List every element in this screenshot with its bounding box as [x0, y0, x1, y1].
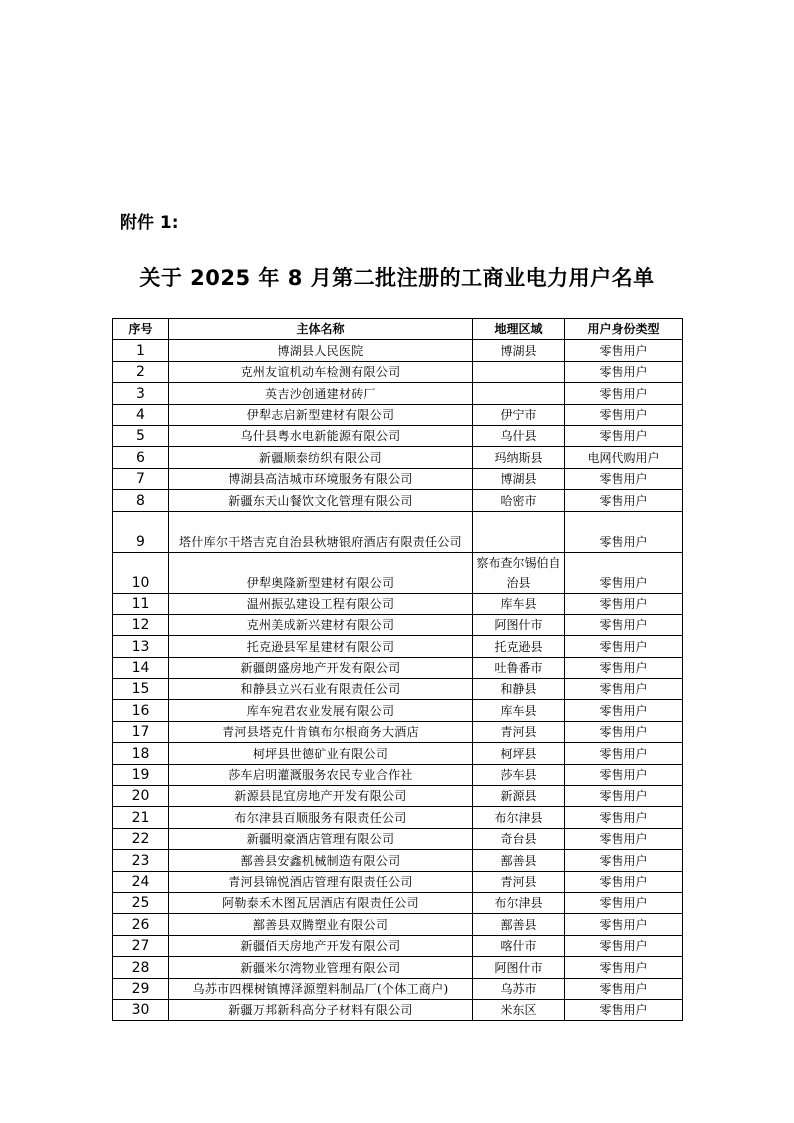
cell-region: 哈密市 [473, 490, 565, 511]
cell-region: 玛纳斯县 [473, 447, 565, 468]
cell-name: 托克逊县军星建材有限公司 [169, 636, 473, 657]
cell-name: 克州友谊机动车检测有限公司 [169, 361, 473, 382]
cell-seq: 22 [113, 828, 169, 849]
cell-type: 零售用户 [565, 361, 683, 382]
cell-name: 新疆东天山餐饮文化管理有限公司 [169, 490, 473, 511]
table-row [113, 764, 683, 785]
cell-name: 新疆米尔湾物业管理有限公司 [169, 957, 473, 978]
table-row [113, 404, 683, 425]
cell-region [473, 511, 565, 552]
table-row [113, 468, 683, 489]
cell-seq: 21 [113, 807, 169, 828]
table-row [113, 786, 683, 807]
table-row [113, 914, 683, 935]
cell-region: 库车县 [473, 593, 565, 614]
table-body [113, 340, 683, 1021]
cell-type: 零售用户 [565, 511, 683, 552]
cell-seq: 20 [113, 786, 169, 807]
cell-type: 零售用户 [565, 935, 683, 956]
cell-name: 新疆朗盛房地产开发有限公司 [169, 657, 473, 678]
table-row [113, 552, 683, 593]
table-row [113, 657, 683, 678]
cell-region: 米东区 [473, 999, 565, 1020]
cell-seq: 18 [113, 743, 169, 764]
cell-name: 新源县昆宜房地产开发有限公司 [169, 786, 473, 807]
cell-region: 察布查尔锡伯自治县 [473, 552, 565, 593]
cell-name: 新疆万邦新科高分子材料有限公司 [169, 999, 473, 1020]
cell-name: 伊犁志启新型建材有限公司 [169, 404, 473, 425]
table-row [113, 999, 683, 1020]
cell-name: 莎车启明灌溉服务农民专业合作社 [169, 764, 473, 785]
cell-type: 零售用户 [565, 786, 683, 807]
cell-name: 鄯善县双腾塑业有限公司 [169, 914, 473, 935]
table-row [113, 807, 683, 828]
cell-region: 布尔津县 [473, 807, 565, 828]
cell-type: 零售用户 [565, 404, 683, 425]
cell-region: 博湖县 [473, 340, 565, 361]
cell-seq: 19 [113, 764, 169, 785]
cell-type: 零售用户 [565, 828, 683, 849]
cell-type: 零售用户 [565, 807, 683, 828]
table-row [113, 721, 683, 742]
table-row [113, 447, 683, 468]
cell-seq: 5 [113, 425, 169, 446]
cell-seq: 27 [113, 935, 169, 956]
cell-name: 克州美成新兴建材有限公司 [169, 614, 473, 635]
cell-type: 零售用户 [565, 614, 683, 635]
cell-type: 零售用户 [565, 636, 683, 657]
table-row [113, 892, 683, 913]
table-row [113, 871, 683, 892]
cell-seq: 7 [113, 468, 169, 489]
cell-seq: 30 [113, 999, 169, 1020]
cell-name: 新疆顺泰纺织有限公司 [169, 447, 473, 468]
cell-region: 吐鲁番市 [473, 657, 565, 678]
cell-seq: 15 [113, 679, 169, 700]
cell-seq: 25 [113, 892, 169, 913]
cell-name: 鄯善县安鑫机械制造有限公司 [169, 850, 473, 871]
table-row [113, 340, 683, 361]
cell-type: 零售用户 [565, 657, 683, 678]
cell-region: 鄯善县 [473, 914, 565, 935]
cell-type: 零售用户 [565, 999, 683, 1020]
table-row [113, 490, 683, 511]
cell-seq: 17 [113, 721, 169, 742]
cell-region: 奇台县 [473, 828, 565, 849]
cell-type: 零售用户 [565, 700, 683, 721]
cell-type: 零售用户 [565, 593, 683, 614]
cell-seq: 1 [113, 340, 169, 361]
page-title: 关于 2025 年 8 月第二批注册的工商业电力用户名单 [139, 266, 655, 290]
header-type: 用户身份类型 [565, 319, 683, 340]
cell-seq: 23 [113, 850, 169, 871]
table-row [113, 850, 683, 871]
cell-seq: 16 [113, 700, 169, 721]
cell-region: 博湖县 [473, 468, 565, 489]
cell-type: 零售用户 [565, 679, 683, 700]
cell-type: 零售用户 [565, 978, 683, 999]
cell-region: 乌什县 [473, 425, 565, 446]
cell-name: 阿勒泰禾木图瓦居酒店有限责任公司 [169, 892, 473, 913]
cell-seq: 9 [113, 511, 169, 552]
cell-region: 莎车县 [473, 764, 565, 785]
cell-type: 零售用户 [565, 892, 683, 913]
cell-type: 零售用户 [565, 425, 683, 446]
cell-type: 零售用户 [565, 383, 683, 404]
header-seq: 序号 [113, 319, 169, 340]
cell-name: 新疆佰天房地产开发有限公司 [169, 935, 473, 956]
table-row [113, 361, 683, 382]
cell-name: 博湖县高洁城市环境服务有限公司 [169, 468, 473, 489]
table-row [113, 383, 683, 404]
cell-region: 青河县 [473, 871, 565, 892]
cell-region: 库车县 [473, 700, 565, 721]
cell-type: 零售用户 [565, 721, 683, 742]
table-header-row [113, 319, 683, 340]
cell-region: 阿图什市 [473, 614, 565, 635]
cell-region: 柯坪县 [473, 743, 565, 764]
cell-region [473, 361, 565, 382]
table-row [113, 679, 683, 700]
cell-type: 零售用户 [565, 764, 683, 785]
cell-seq: 28 [113, 957, 169, 978]
table-row [113, 935, 683, 956]
cell-region: 乌苏市 [473, 978, 565, 999]
table-row [113, 743, 683, 764]
attachment-label: 附件 1: [120, 213, 179, 233]
cell-seq: 24 [113, 871, 169, 892]
cell-type: 零售用户 [565, 914, 683, 935]
cell-name: 温州振弘建设工程有限公司 [169, 593, 473, 614]
cell-name: 青河县塔克什肯镇布尔根商务大酒店 [169, 721, 473, 742]
cell-name: 塔什库尔干塔吉克自治县秋塘银府酒店有限责任公司 [169, 511, 473, 552]
cell-region: 喀什市 [473, 935, 565, 956]
cell-region: 托克逊县 [473, 636, 565, 657]
cell-seq: 2 [113, 361, 169, 382]
cell-name: 乌什县粤水电新能源有限公司 [169, 425, 473, 446]
cell-region: 新源县 [473, 786, 565, 807]
cell-name: 博湖县人民医院 [169, 340, 473, 361]
cell-seq: 8 [113, 490, 169, 511]
cell-region: 阿图什市 [473, 957, 565, 978]
table-row [113, 425, 683, 446]
cell-region: 鄯善县 [473, 850, 565, 871]
table-row [113, 511, 683, 552]
cell-type: 零售用户 [565, 490, 683, 511]
cell-type: 零售用户 [565, 957, 683, 978]
cell-name: 库车宛君农业发展有限公司 [169, 700, 473, 721]
cell-type: 零售用户 [565, 743, 683, 764]
cell-type: 零售用户 [565, 850, 683, 871]
cell-seq: 13 [113, 636, 169, 657]
cell-region: 和静县 [473, 679, 565, 700]
cell-type: 零售用户 [565, 871, 683, 892]
table-row [113, 978, 683, 999]
table-row [113, 636, 683, 657]
cell-name: 柯坪县世德矿业有限公司 [169, 743, 473, 764]
cell-name: 英吉沙创通建材砖厂 [169, 383, 473, 404]
cell-seq: 6 [113, 447, 169, 468]
cell-name: 新疆明豪酒店管理有限公司 [169, 828, 473, 849]
cell-seq: 3 [113, 383, 169, 404]
cell-type: 电网代购用户 [565, 447, 683, 468]
table-row [113, 828, 683, 849]
cell-seq: 26 [113, 914, 169, 935]
cell-type: 零售用户 [565, 552, 683, 593]
cell-region [473, 383, 565, 404]
cell-name: 和静县立兴石业有限责任公司 [169, 679, 473, 700]
cell-seq: 11 [113, 593, 169, 614]
cell-type: 零售用户 [565, 340, 683, 361]
cell-seq: 14 [113, 657, 169, 678]
cell-seq: 12 [113, 614, 169, 635]
user-list-table [112, 318, 683, 1021]
cell-seq: 4 [113, 404, 169, 425]
cell-type: 零售用户 [565, 468, 683, 489]
cell-seq: 29 [113, 978, 169, 999]
header-region: 地理区域 [473, 319, 565, 340]
cell-name: 布尔津县百顺服务有限责任公司 [169, 807, 473, 828]
table-row [113, 957, 683, 978]
table-row [113, 700, 683, 721]
cell-region: 青河县 [473, 721, 565, 742]
cell-region: 布尔津县 [473, 892, 565, 913]
header-name: 主体名称 [169, 319, 473, 340]
table-row [113, 614, 683, 635]
cell-region: 伊宁市 [473, 404, 565, 425]
cell-name: 青河县锦悦酒店管理有限责任公司 [169, 871, 473, 892]
cell-name: 乌苏市四棵树镇博泽源塑料制品厂(个体工商户) [169, 978, 473, 999]
cell-name: 伊犁奥隆新型建材有限公司 [169, 552, 473, 593]
cell-seq: 10 [113, 552, 169, 593]
table-row [113, 593, 683, 614]
